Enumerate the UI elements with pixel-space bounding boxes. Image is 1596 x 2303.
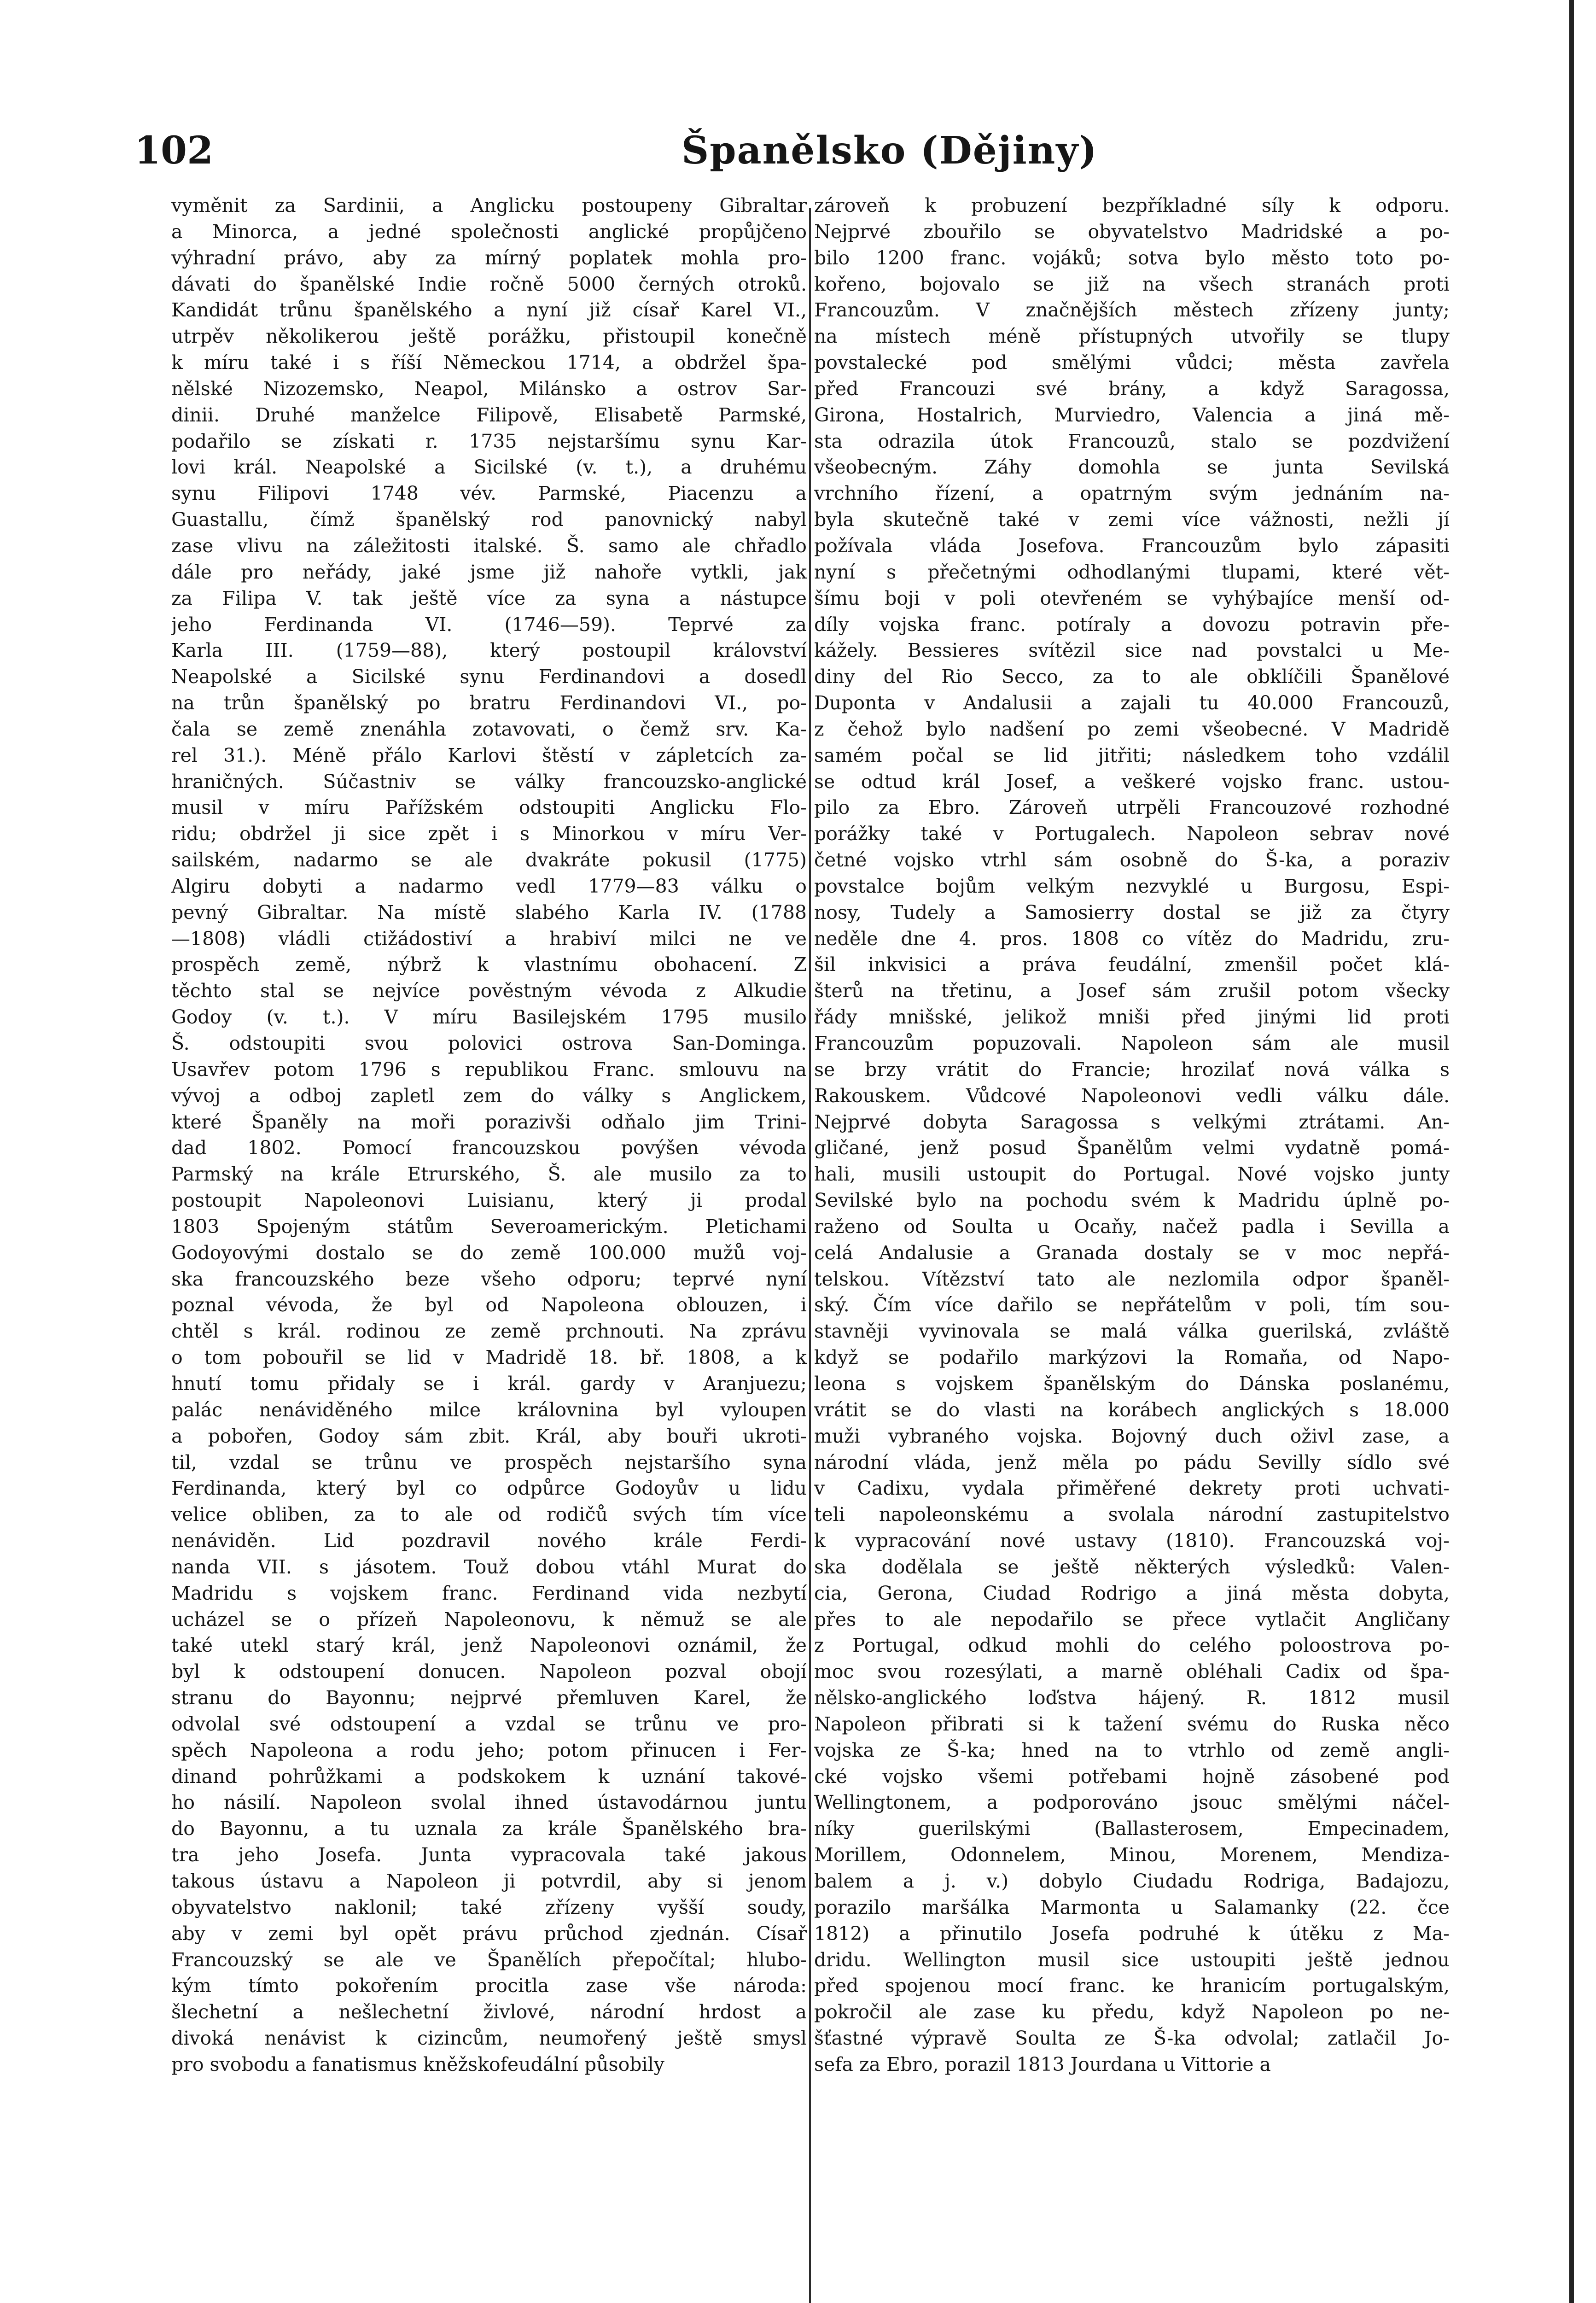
text-line: Neapolské a Sicilské synu Ferdinandovi a dosedl <box>171 666 807 688</box>
text-line: vývoj a odboj zapletl zem do války s Anglickem, <box>171 1084 807 1107</box>
text-line: telskou. Vítězství tato ale nezlomila odpor španěl- <box>814 1268 1450 1290</box>
text-line: ska dodělala se ještě některých výsledků: Valen- <box>814 1555 1450 1578</box>
text-line: nenáviděn. Lid pozdravil nového krále Ferdi- <box>171 1530 807 1552</box>
text-line: řády mnišské, jelikož mniši před jinými lid proti <box>814 1006 1450 1029</box>
text-line: poznal vévoda, že byl od Napoleona oblouzen, i <box>171 1294 807 1316</box>
text-line: vrátit se do vlasti na korábech anglických s 18.000 <box>814 1398 1450 1421</box>
text-line: stavněji vyvinovala se malá válka guerilská, zvláště <box>814 1320 1450 1343</box>
text-line: na trůn španělský po bratru Ferdinandovi VI., po- <box>171 692 807 714</box>
text-line: sefa za Ebro, porazil 1813 Jourdana u Vittorie a <box>814 2053 1271 2075</box>
text-line: diny del Rio Secco, za to ale obklíčili Španělové <box>814 666 1450 688</box>
text-line: vrchního řízení, a opatrným svým jednáním na- <box>814 482 1450 505</box>
text-line: Godoyovými dostalo se do země 100.000 mužů voj- <box>171 1241 807 1264</box>
text-line: nyní s přečetnými odhodlanými tlupami, které vět- <box>814 561 1450 583</box>
page-edge-line <box>1569 0 1574 2303</box>
text-line: porazilo maršálka Marmonta u Salamanky (22. čce <box>814 1896 1450 1918</box>
text-line: dále pro neřády, jaké jsme již nahoře vytkli, jak <box>171 561 807 583</box>
text-line: utrpěv několikerou ještě porážku, přistoupil konečně <box>171 325 807 348</box>
text-line: také utekl starý král, jenž Napoleonovi oznámil, že <box>171 1634 807 1657</box>
text-line: přes to ale nepodařilo se přece vytlačit Angličany <box>814 1608 1450 1631</box>
text-line: šterů na třetinu, a Josef sám zrušil potom všecky <box>814 980 1450 1002</box>
text-line: raženo od Soulta u Ocaňy, načež padla i Sevilla a <box>814 1215 1450 1238</box>
text-line: šlechetní a nešlechetní živlové, národní hrdost a <box>171 2001 807 2023</box>
text-line: za Filipa V. tak ještě více za syna a nástupce <box>171 587 807 609</box>
text-line: til, vzdal se trůnu ve prospěch nejstaršího syna <box>171 1451 807 1473</box>
text-line: hraničných. Súčastniv se války francouzsko-anglické <box>171 770 807 793</box>
text-line: teli napoleonskému a svolala národní zastupitelstvo <box>814 1503 1450 1526</box>
text-line: samém počal se lid jitřiti; následkem toho vzdálil <box>814 744 1450 766</box>
text-line: dávati do španělské Indie ročně 5000 černých otroků. <box>171 273 807 295</box>
right-column <box>814 193 1450 2078</box>
text-line: takous ústavu a Napoleon ji potvrdil, aby si jenom <box>171 1870 807 1892</box>
text-line: Karla III. (1759—88), který postoupil království <box>171 639 807 662</box>
text-line: aby v zemi byl opět právu průchod zjednán. Císař <box>171 1922 807 1945</box>
text-line: Š. odstoupiti svou polovici ostrova San-Dominga. <box>171 1032 807 1054</box>
text-line: celá Andalusie a Granada dostaly se v moc nepřá- <box>814 1241 1450 1264</box>
text-line: dinand pohrůžkami a podskokem k uznání takové- <box>171 1765 807 1788</box>
text-line: šil inkvisici a práva feudální, zmenšil počet klá- <box>814 953 1450 976</box>
text-line: Nejprvé zbouřilo se obyvatelstvo Madridské a po- <box>814 220 1450 243</box>
text-line: pilo za Ebro. Zároveň utrpěli Francouzové rozhodné <box>814 796 1450 819</box>
text-line: Nejprvé dobyta Saragossa s velkými ztrátami. An- <box>814 1111 1450 1133</box>
text-line: podařilo se získati r. 1735 nejstaršímu synu Kar- <box>171 430 807 452</box>
text-line: před spojenou mocí franc. ke hranicím portugalským, <box>814 1975 1450 1997</box>
text-line: Ferdinanda, který byl co odpůrce Godoyův u lidu <box>171 1477 807 1500</box>
text-line: níky guerilskými (Ballasterosem, Empecinadem, <box>814 1818 1450 1840</box>
text-line: 1803 Spojeným státům Severoamerickým. Pletichami <box>171 1215 807 1238</box>
text-line: když se podařilo markýzovi la Romaňa, od Napo- <box>814 1346 1450 1369</box>
text-line: v Cadixu, vydala přiměřené dekrety proti uchvati- <box>814 1477 1450 1500</box>
text-line: kořeno, bojovalo se již na všech stranách proti <box>814 273 1450 295</box>
text-line: na místech méně přístupných utvořily se tlupy <box>814 325 1450 348</box>
text-line: 1812) a přinutilo Josefa podruhé k útěku z Ma- <box>814 1922 1450 1945</box>
text-line: balem a j. v.) dobylo Ciudadu Rodriga, Badajozu, <box>814 1870 1450 1892</box>
text-line: šťastné výpravě Soulta ze Š-ka odvolal; zatlačil Jo- <box>814 2027 1450 2050</box>
text-line: porážky také v Portugalech. Napoleon sebrav nové <box>814 823 1450 845</box>
text-line: pevný Gibraltar. Na místě slabého Karla IV. (1788 <box>171 901 807 924</box>
left-column <box>171 193 807 2078</box>
text-line: vojska ze Š-ka; hned na to vtrhlo od země angli- <box>814 1739 1450 1761</box>
text-line: leona s vojskem španělským do Dánska poslanému, <box>814 1372 1450 1395</box>
text-line: z čehož bylo nadšení po zemi všeobecné. V Madridě <box>814 718 1450 740</box>
text-line: vyměnit za Sardinii, a Anglicku postoupeny Gibraltar <box>171 194 807 216</box>
text-line: Sevilské bylo na pochodu svém k Madridu úplně po- <box>814 1189 1450 1212</box>
text-line: těchto stal se nejvíce pověstným vévoda z Alkudie <box>171 980 807 1002</box>
text-line: byl k odstoupení donucen. Napoleon pozval obojí <box>171 1660 807 1683</box>
text-line: hnutí tomu přidaly se i král. gardy v Aranjuezu; <box>171 1372 807 1395</box>
text-line: dad 1802. Pomocí francouzskou povýšen vévoda <box>171 1137 807 1159</box>
text-line: jeho Ferdinanda VI. (1746—59). Teprvé za <box>171 613 807 636</box>
text-line: nělské Nizozemsko, Neapol, Milánsko a ostrov Sar- <box>171 377 807 400</box>
text-line: před Francouzi své brány, a když Saragossa, <box>814 377 1450 400</box>
text-line: nělsko-anglického loďstva hájený. R. 1812 musil <box>814 1687 1450 1709</box>
text-line: zase vlivu na záležitosti italské. Š. samo ale chřadlo <box>171 534 807 557</box>
text-line: Girona, Hostalrich, Murviedro, Valencia a jiná mě- <box>814 403 1450 426</box>
text-line: Parmský na krále Etrurského, Š. ale musilo za to <box>171 1163 807 1186</box>
text-line: gličané, jenž posud Španělům velmi vydatně pomá- <box>814 1137 1450 1159</box>
text-line: Godoy (v. t.). V míru Basilejském 1795 musilo <box>171 1006 807 1029</box>
text-line: cia, Gerona, Ciudad Rodrigo a jiná města dobyta, <box>814 1582 1450 1604</box>
text-line: lovi král. Neapolské a Sicilské (v. t.), a druhému <box>171 456 807 479</box>
text-line: povstalce bojům velkým nezvyklé u Burgosu, Espi- <box>814 875 1450 897</box>
text-line: čala se země znenáhla zotavovati, o čemž srv. Ka- <box>171 718 807 740</box>
text-line: palác nenáviděného milce královnina byl vyloupen <box>171 1398 807 1421</box>
text-line: chtěl s král. rodinou ze země prchnouti. Na zprávu <box>171 1320 807 1343</box>
text-line: ský. Čím více dařilo se nepřátelům v poli, tím sou- <box>814 1294 1450 1316</box>
text-line: stranu do Bayonnu; nejprvé přemluven Karel, že <box>171 1687 807 1709</box>
text-line: všeobecným. Záhy domohla se junta Sevilská <box>814 456 1450 479</box>
text-line: Algiru dobyti a nadarmo vedl 1779—83 válku o <box>171 875 807 897</box>
text-line: Morillem, Odonnelem, Minou, Morenem, Mendiza- <box>814 1844 1450 1866</box>
text-line: pro svobodu a fanatismus kněžskofeudální působily <box>171 2053 664 2075</box>
text-line: ridu; obdržel ji sice zpět i s Minorkou v míru Ver- <box>171 823 807 845</box>
text-line: byla skutečně také v zemi více vážnosti, nežli jí <box>814 509 1450 531</box>
text-line: divoká nenávist k cizincům, neumořený ještě smysl <box>171 2027 807 2050</box>
text-line: Kandidát trůnu španělského a nyní již císař Karel VI., <box>171 299 807 321</box>
text-line: odvolal své odstoupení a vzdal se trůnu ve pro- <box>171 1713 807 1735</box>
text-line: dridu. Wellington musil sice ustoupiti ještě jednou <box>814 1948 1450 1971</box>
text-line: kým tímto pokořením procitla zase vše národa: <box>171 1975 807 1997</box>
page-title: Španělsko (Dějiny) <box>682 129 1098 173</box>
text-line: povstalecké pod smělými vůdci; města zavřela <box>814 351 1450 374</box>
text-line: moc svou rozesýlati, a marně obléhali Cadix od špa- <box>814 1660 1450 1683</box>
text-line: četné vojsko vtrhl sám osobně do Š-ka, a poraziv <box>814 849 1450 871</box>
text-line: neděle dne 4. pros. 1808 co vítěz do Madridu, zru- <box>814 927 1450 950</box>
text-line: tra jeho Josefa. Junta vypracovala také jakous <box>171 1844 807 1866</box>
text-line: spěch Napoleona a rodu jeho; potom přinucen i Fer- <box>171 1739 807 1761</box>
text-line: národní vláda, jenž měla po pádu Sevilly sídlo své <box>814 1451 1450 1473</box>
text-line: zároveň k probuzení bezpříkladné síly k odporu. <box>814 194 1450 216</box>
text-line: do Bayonnu, a tu uznala za krále Španělského bra- <box>171 1818 807 1840</box>
text-line: velice obliben, za to ale od rodičů svých tím více <box>171 1503 807 1526</box>
text-line: Guastallu, čímž španělský rod panovnický nabyl <box>171 509 807 531</box>
text-line: k míru také i s říší Německou 1714, a obdržel špa- <box>171 351 807 374</box>
text-line: synu Filipovi 1748 vév. Parmské, Piacenzu a <box>171 482 807 505</box>
column-divider <box>809 208 811 2303</box>
text-line: prospěch země, nýbrž k vlastnímu obohacení. Z <box>171 953 807 976</box>
text-line: šímu boji v poli otevřeném se vyhýbajíce menší od- <box>814 587 1450 609</box>
text-line: ucházel se o přízeň Napoleonovu, k němuž se ale <box>171 1608 807 1631</box>
text-line: kážely. Bessieres svítězil sice nad povstalci u Me- <box>814 639 1450 662</box>
text-line: musil v míru Pařížském odstoupiti Anglicku Flo- <box>171 796 807 819</box>
text-line: postoupit Napoleonovi Luisianu, který ji prodal <box>171 1189 807 1212</box>
text-line: a Minorca, a jedné společnosti anglické propůjčeno <box>171 220 807 243</box>
text-line: rel 31.). Méně přálo Karlovi štěstí v zápletcích za- <box>171 744 807 766</box>
text-line: Wellingtonem, a podporováno jsouc smělými náčel- <box>814 1791 1450 1814</box>
text-line: Duponta v Andalusii a zajali tu 40.000 Francouzů, <box>814 692 1450 714</box>
text-line: sailském, nadarmo se ale dvakráte pokusil (1775) <box>171 849 807 871</box>
text-line: pokročil ale zase ku předu, když Napoleon po ne- <box>814 2001 1450 2023</box>
text-line: se odtud král Josef, a veškeré vojsko franc. ustou- <box>814 770 1450 793</box>
text-line: obyvatelstvo naklonil; také zřízeny vyšší soudy, <box>171 1896 807 1918</box>
text-line: Madridu s vojskem franc. Ferdinand vida nezbytí <box>171 1582 807 1604</box>
text-line: požívala vláda Josefova. Francouzům bylo zápasiti <box>814 534 1450 557</box>
text-line: Napoleon přibrati si k tažení svému do Ruska něco <box>814 1713 1450 1735</box>
text-line: výhradní právo, aby za mírný poplatek mohla pro- <box>171 246 807 269</box>
text-line: nanda VII. s jásotem. Touž dobou vtáhl Murat do <box>171 1555 807 1578</box>
text-line: sta odrazila útok Francouzů, stalo se pozdvižení <box>814 430 1450 452</box>
text-line: z Portugal, odkud mohli do celého poloostrova po- <box>814 1634 1450 1657</box>
text-line: k vypracování nové ustavy (1810). Francouzská voj- <box>814 1530 1450 1552</box>
text-line: muži vybraného vojska. Bojovný duch oživl zase, a <box>814 1425 1450 1447</box>
text-line: Francouzům. V značnějších městech zřízeny junty; <box>814 299 1450 321</box>
text-line: které Španěly na moři porazivši odňalo jim Trini- <box>171 1111 807 1133</box>
text-line: ho násilí. Napoleon svolal ihned ústavodárnou juntu <box>171 1791 807 1814</box>
text-line: dinii. Druhé manželce Filipově, Elisabetě Parmské, <box>171 403 807 426</box>
text-line: bilo 1200 franc. vojáků; sotva bylo město toto po- <box>814 246 1450 269</box>
text-line: ska francouzského beze všeho odporu; teprvé nyní <box>171 1268 807 1290</box>
text-line: díly vojska franc. potíraly a dovozu potravin pře- <box>814 613 1450 636</box>
text-line: a pobořen, Godoy sám zbit. Král, aby bouři ukroti- <box>171 1425 807 1447</box>
text-line: nosy, Tudely a Samosierry dostal se již za čtyry <box>814 901 1450 924</box>
text-line: o tom pobouřil se lid v Madridě 18. bř. 1808, a k <box>171 1346 807 1369</box>
text-line: —1808) vládli ctižádostiví a hrabiví milci ne ve <box>171 927 807 950</box>
text-line: Francouzům popuzovali. Napoleon sám ale musil <box>814 1032 1450 1054</box>
text-line: hali, musili ustoupit do Portugal. Nové vojsko junty <box>814 1163 1450 1186</box>
page-number: 102 <box>134 129 214 173</box>
text-line: Francouzský se ale ve Španělích přepočítal; hlubo- <box>171 1948 807 1971</box>
text-line: cké vojsko všemi potřebami hojně zásobené pod <box>814 1765 1450 1788</box>
text-line: Usavřev potom 1796 s republikou Franc. smlouvu na <box>171 1058 807 1081</box>
text-line: Rakouskem. Vůdcové Napoleonovi vedli válku dále. <box>814 1084 1450 1107</box>
text-line: se brzy vrátit do Francie; hrozilať nová válka s <box>814 1058 1450 1081</box>
